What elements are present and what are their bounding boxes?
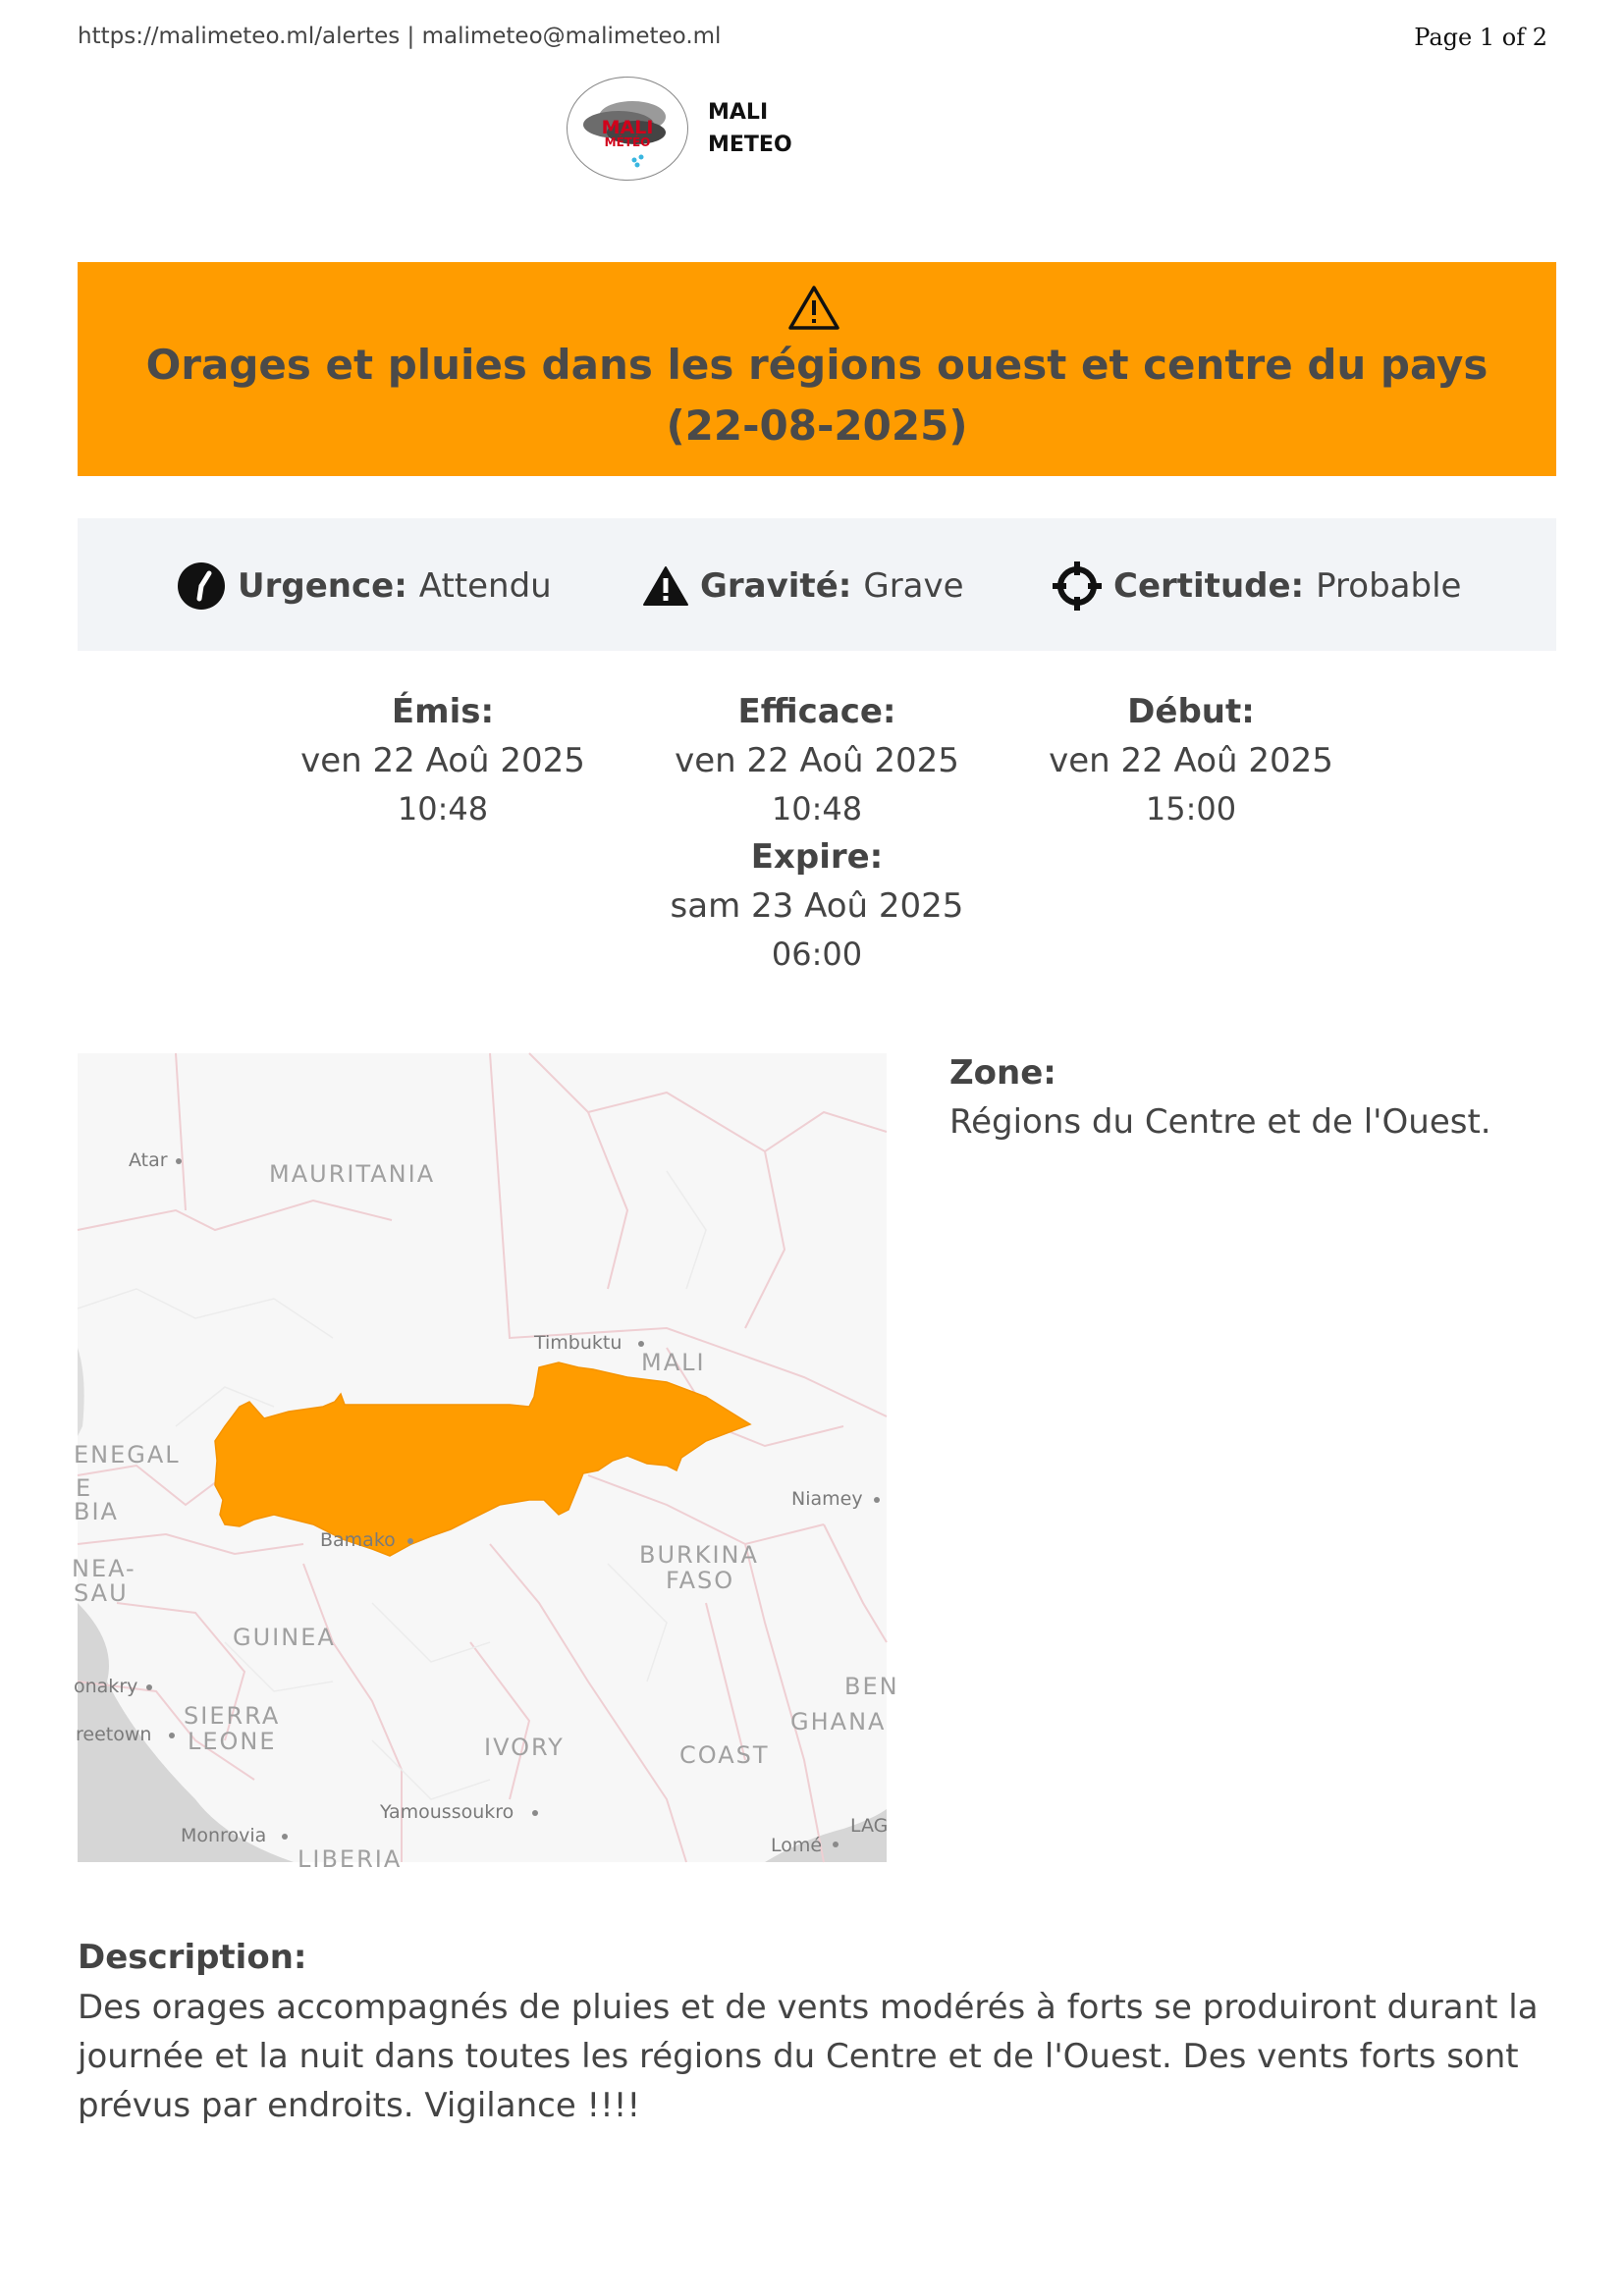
map-country-label: LIBERIA — [298, 1845, 403, 1873]
logo-emblem — [567, 77, 688, 181]
svg-text:MALI: MALI — [601, 117, 654, 138]
description-section — [78, 1932, 1556, 2130]
header-contact: https://malimeteo.ml/alertes | malimeteo@malimeteo.ml — [78, 24, 722, 49]
zone-section — [949, 1048, 1558, 1147]
issued-date — [266, 687, 620, 832]
zone-value: Régions du Centre et de l'Ouest. — [949, 1102, 1491, 1142]
map-country-label: COAST — [679, 1741, 770, 1769]
map-city-label: Yamoussoukro — [380, 1801, 514, 1823]
severity-value: Grave — [863, 566, 964, 606]
map-city-label: LAG — [850, 1815, 889, 1837]
effective-label: Efficace: — [737, 692, 896, 731]
map-city-label: Monrovia — [181, 1825, 267, 1846]
page-number: Page 1 of 2 — [1414, 24, 1547, 51]
expires-day: sam 23 Aoû 2025 — [670, 886, 964, 926]
map-country-label: GUINEA — [233, 1624, 336, 1651]
severity-info — [643, 561, 964, 611]
effective-date — [640, 687, 994, 832]
issued-time: 10:48 — [397, 790, 489, 828]
map-country-label: ENEGAL — [74, 1441, 181, 1468]
map-city-label: Atar — [129, 1149, 168, 1171]
issued-day: ven 22 Aoû 2025 — [300, 741, 585, 780]
expires-date — [640, 832, 994, 978]
zone-label: Zone: — [949, 1053, 1056, 1093]
map-city-label: onakry — [74, 1676, 138, 1697]
onset-date — [1014, 687, 1368, 832]
certainty-info — [1053, 561, 1461, 611]
map-country-label: E — [76, 1474, 93, 1502]
map-city-label: Lomé — [771, 1835, 823, 1856]
map-country-label: BIA — [74, 1498, 119, 1525]
severity-label: Gravité: — [700, 566, 852, 606]
onset-label: Début: — [1127, 692, 1255, 731]
alert-map — [72, 1053, 899, 1873]
warning-icon — [643, 565, 688, 607]
logo-line-1: MALI — [708, 100, 769, 125]
certainty-value: Probable — [1316, 566, 1462, 606]
certainty-label: Certitude: — [1113, 566, 1305, 606]
onset-time: 15:00 — [1145, 790, 1237, 828]
svg-text:MÉTÉO: MÉTÉO — [604, 135, 651, 149]
map-city-label: Niamey — [791, 1488, 863, 1510]
expires-time: 06:00 — [771, 935, 863, 973]
map-country-label: SAU — [74, 1579, 129, 1607]
description-label: Description: — [78, 1938, 307, 1977]
warning-triangle-icon — [787, 284, 840, 331]
logo-line-2: METEO — [708, 133, 792, 157]
map-country-label: IVORY — [484, 1734, 565, 1761]
map-country-label: LEONE — [188, 1728, 277, 1755]
urgency-info — [177, 561, 552, 611]
map-city-label: reetown — [76, 1724, 152, 1745]
map-city-label: Bamako — [320, 1529, 396, 1551]
map-country-label: GHANA — [790, 1708, 887, 1735]
clock-icon — [177, 561, 226, 611]
alert-banner — [78, 262, 1556, 476]
effective-time: 10:48 — [771, 790, 863, 828]
logo — [567, 77, 822, 185]
map-country-label: MAURITANIA — [269, 1160, 436, 1188]
map-country-label: BURKINA — [639, 1541, 759, 1569]
map-country-label: SIERRA — [184, 1702, 281, 1730]
alert-title: Orages et pluies dans les régions ouest et centre du pays (22-08-2025) — [145, 341, 1489, 450]
alert-meta-bar — [78, 518, 1556, 651]
map-country-label: MALI — [641, 1349, 706, 1376]
map-country-label: FASO — [666, 1567, 735, 1594]
map-city-label: Timbuktu — [534, 1332, 623, 1354]
onset-day: ven 22 Aoû 2025 — [1049, 741, 1333, 780]
urgency-label: Urgence: — [238, 566, 407, 606]
urgency-value: Attendu — [418, 566, 552, 606]
effective-day: ven 22 Aoû 2025 — [675, 741, 959, 780]
expires-label: Expire: — [750, 837, 884, 877]
description-text: Des orages accompagnés de pluies et de vents modérés à forts se produiront durant la journée et la nuit dans toutes les régions du Centre et de l'Ouest. Des vents forts sont prévus par endroits. Vigilance !!!! — [78, 1988, 1539, 2125]
issued-label: Émis: — [391, 692, 495, 731]
map-country-label: NEA- — [72, 1555, 136, 1582]
map-country-label: BEN — [844, 1673, 899, 1700]
crosshair-icon — [1053, 561, 1102, 611]
